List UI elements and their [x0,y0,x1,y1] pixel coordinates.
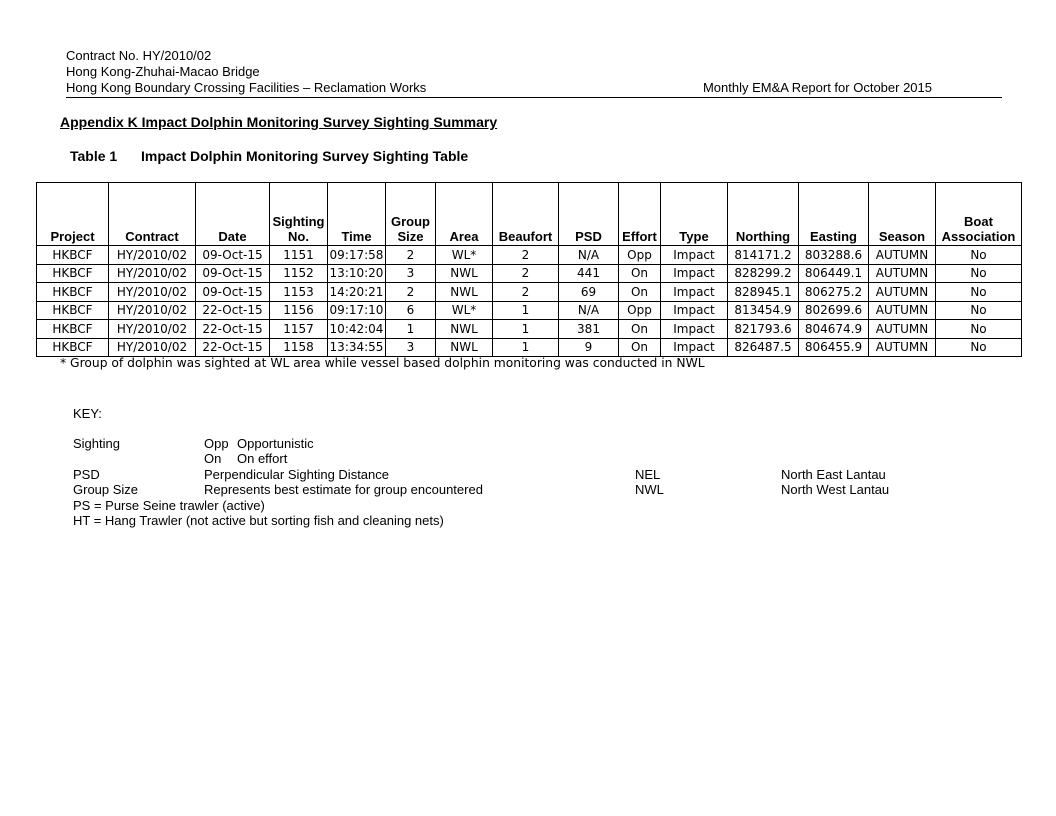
cell-season: AUTUMN [869,338,936,357]
cell-northing: 814171.2 [728,246,799,265]
cell-boat-association: No [936,283,1022,302]
column-header-date: Date [196,183,270,246]
cell-season: AUTUMN [869,283,936,302]
cell-contract: HY/2010/02 [109,283,196,302]
cell-group-size: 2 [386,283,436,302]
table-footnote: * Group of dolphin was sighted at WL area while vessel based dolphin monitoring was conducted in NWL [60,356,705,370]
cell-easting: 806449.1 [799,264,869,283]
key-row-group-size [73,482,1013,498]
cell-beaufort: 2 [493,283,559,302]
column-header-northing: Northing [728,183,799,246]
cell-date: 09-Oct-15 [196,264,270,283]
cell-project: HKBCF [37,301,109,320]
column-header-effort: Effort [619,183,661,246]
key-section [73,406,1013,529]
cell-northing: 826487.5 [728,338,799,357]
table-row [37,246,1022,265]
report-name: Monthly EM&A Report for October 2015 [702,80,932,95]
column-header-season: Season [869,183,936,246]
cell-date: 22-Oct-15 [196,320,270,339]
cell-area: NWL [436,283,493,302]
table-caption: Impact Dolphin Monitoring Survey Sighting Table [141,148,469,164]
cell-easting: 802699.6 [799,301,869,320]
page-header [66,48,1002,98]
cell-project: HKBCF [37,338,109,357]
cell-beaufort: 1 [493,338,559,357]
cell-beaufort: 1 [493,301,559,320]
cell-date: 09-Oct-15 [196,283,270,302]
cell-psd: N/A [559,246,619,265]
cell-area: WL* [436,246,493,265]
sighting-table [36,182,1022,357]
cell-northing: 828945.1 [728,283,799,302]
cell-psd: 441 [559,264,619,283]
project-name: Hong Kong-Zhuhai-Macao Bridge [66,64,260,79]
cell-type: Impact [661,320,728,339]
cell-type: Impact [661,246,728,265]
cell-sighting-no: 1158 [270,338,328,357]
table-row [37,338,1022,357]
cell-effort: Opp [619,301,661,320]
cell-effort: On [619,320,661,339]
key-def-opp-text: Opportunistic [237,435,314,451]
table-title [70,148,468,164]
cell-beaufort: 2 [493,246,559,265]
column-header-contract: Contract [109,183,196,246]
key-def-nwl: North West Lantau [781,482,890,497]
key-row-ht: HT = Hang Trawler (not active but sorting fish and cleaning nets) [73,513,444,528]
cell-group-size: 1 [386,320,436,339]
key-def-group-size: Represents best estimate for group encountered [204,482,483,497]
cell-area: NWL [436,264,493,283]
table-row [37,301,1022,320]
cell-group-size: 3 [386,264,436,283]
cell-project: HKBCF [37,264,109,283]
cell-contract: HY/2010/02 [109,338,196,357]
column-header-psd: PSD [559,183,619,246]
cell-contract: HY/2010/02 [109,264,196,283]
column-header-easting: Easting [799,183,869,246]
cell-area: WL* [436,301,493,320]
key-def-on [204,451,635,467]
cell-northing: 821793.6 [728,320,799,339]
column-header-area: Area [436,183,493,246]
cell-season: AUTUMN [869,320,936,339]
cell-boat-association: No [936,320,1022,339]
cell-easting: 806275.2 [799,283,869,302]
cell-easting: 803288.6 [799,246,869,265]
table-row [37,320,1022,339]
cell-season: AUTUMN [869,246,936,265]
header-row [66,80,1002,98]
cell-time: 14:20:21 [328,283,386,302]
cell-time: 13:34:55 [328,338,386,357]
cell-contract: HY/2010/02 [109,246,196,265]
key-row-psd [73,467,1013,483]
cell-date: 09-Oct-15 [196,246,270,265]
cell-date: 22-Oct-15 [196,301,270,320]
table-number: Table 1 [70,148,118,164]
cell-effort: On [619,283,661,302]
key-def-opp [204,436,635,452]
key-term-group-size: Group Size [73,482,139,497]
key-row-sighting [73,436,1013,452]
cell-group-size: 6 [386,301,436,320]
cell-time: 10:42:04 [328,320,386,339]
key-def-on-text: On effort [237,451,288,466]
column-header-project: Project [37,183,109,246]
key-abbr-nwl: NWL [635,482,664,497]
key-def-psd: Perpendicular Sighting Distance [204,466,389,482]
cell-time: 09:17:10 [328,301,386,320]
table-body [37,246,1022,357]
cell-boat-association: No [936,301,1022,320]
cell-type: Impact [661,264,728,283]
column-header-boat-association: Boat Association [936,183,1022,246]
column-header-sighting-no: Sighting No. [270,183,328,246]
cell-sighting-no: 1151 [270,246,328,265]
cell-contract: HY/2010/02 [109,320,196,339]
cell-season: AUTUMN [869,264,936,283]
column-header-group-size: Group Size [386,183,436,246]
key-term-psd: PSD [73,466,100,482]
cell-easting: 806455.9 [799,338,869,357]
key-def-nel: North East Lantau [781,466,886,482]
cell-boat-association: No [936,246,1022,265]
cell-sighting-no: 1152 [270,264,328,283]
key-row-ps: PS = Purse Seine trawler (active) [73,497,265,513]
cell-time: 09:17:58 [328,246,386,265]
table-row [37,283,1022,302]
cell-area: NWL [436,338,493,357]
cell-psd: 381 [559,320,619,339]
cell-season: AUTUMN [869,301,936,320]
cell-time: 13:10:20 [328,264,386,283]
cell-beaufort: 2 [493,264,559,283]
key-term-sighting: Sighting [73,435,120,451]
contract-number: Contract No. HY/2010/02 [66,48,212,63]
key-title: KEY: [73,406,102,421]
cell-effort: On [619,264,661,283]
works-name: Hong Kong Boundary Crossing Facilities – Reclamation Works [66,80,427,95]
key-code-on: On [204,451,222,466]
cell-group-size: 3 [386,338,436,357]
cell-type: Impact [661,283,728,302]
cell-area: NWL [436,320,493,339]
cell-sighting-no: 1156 [270,301,328,320]
column-header-time: Time [328,183,386,246]
table-header-row [37,183,1022,246]
cell-boat-association: No [936,338,1022,357]
cell-sighting-no: 1157 [270,320,328,339]
table-row [37,264,1022,283]
cell-boat-association: No [936,264,1022,283]
key-abbr-nel: NEL [635,466,661,482]
cell-northing: 813454.9 [728,301,799,320]
cell-easting: 804674.9 [799,320,869,339]
key-code-opp: Opp [204,435,229,451]
cell-project: HKBCF [37,320,109,339]
cell-date: 22-Oct-15 [196,338,270,357]
cell-sighting-no: 1153 [270,283,328,302]
cell-project: HKBCF [37,283,109,302]
cell-type: Impact [661,338,728,357]
column-header-beaufort: Beaufort [493,183,559,246]
cell-northing: 828299.2 [728,264,799,283]
cell-project: HKBCF [37,246,109,265]
cell-group-size: 2 [386,246,436,265]
appendix-title: Appendix K Impact Dolphin Monitoring Survey Sighting Summary [60,114,498,130]
cell-psd: N/A [559,301,619,320]
cell-beaufort: 1 [493,320,559,339]
key-row-on [73,451,1013,467]
cell-effort: Opp [619,246,661,265]
cell-effort: On [619,338,661,357]
cell-psd: 69 [559,283,619,302]
cell-type: Impact [661,301,728,320]
cell-contract: HY/2010/02 [109,301,196,320]
column-header-type: Type [661,183,728,246]
cell-psd: 9 [559,338,619,357]
